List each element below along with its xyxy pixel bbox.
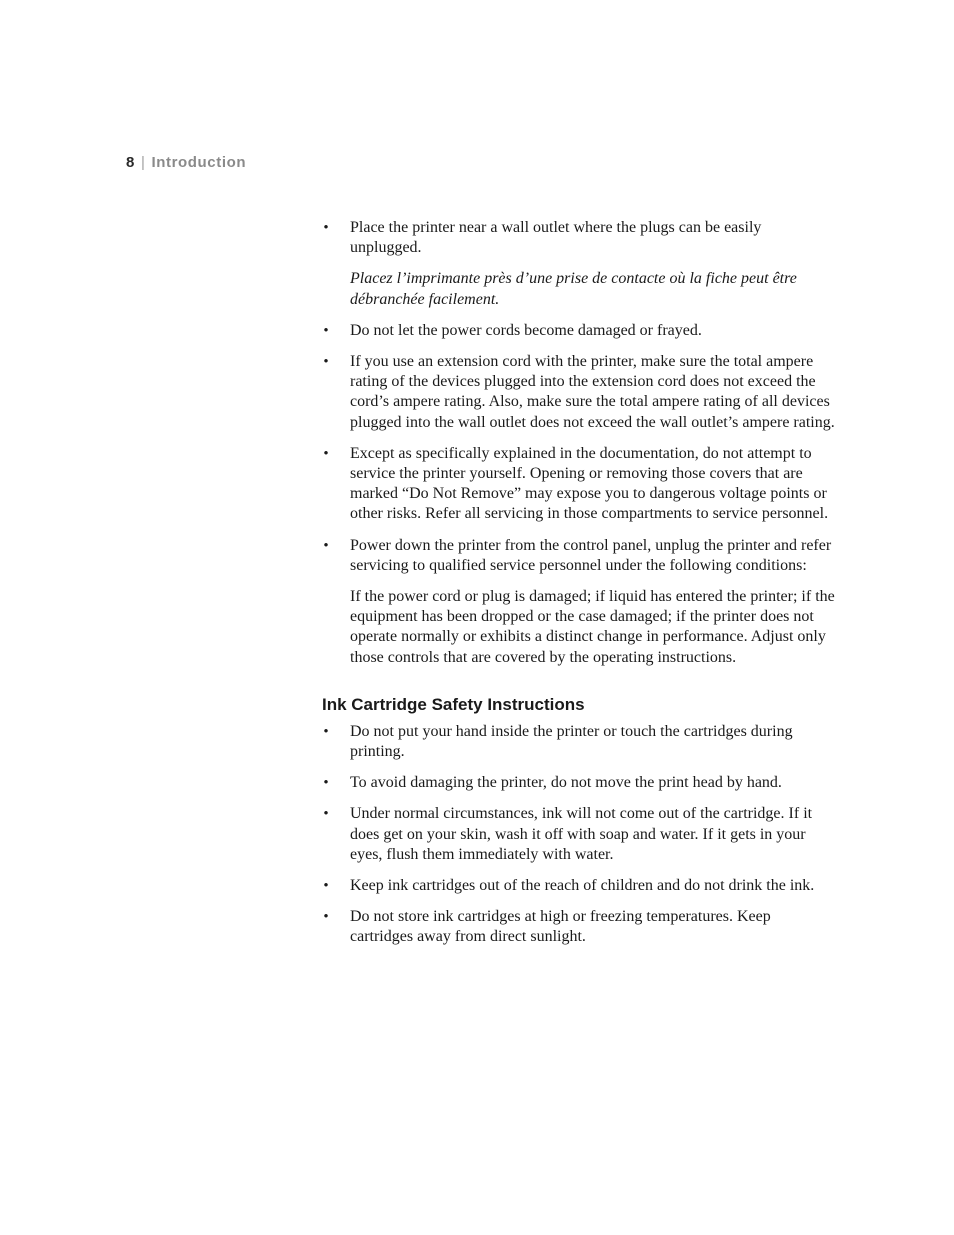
- bullet-icon: •: [323, 723, 329, 740]
- bullet-icon: •: [323, 878, 329, 895]
- running-head: [126, 154, 246, 171]
- list-item: [320, 722, 835, 762]
- list-item-text: Place the printer near a wall outlet where the plugs can be easily unplugged.: [350, 219, 762, 257]
- main-content: [320, 218, 835, 959]
- list-item-text: Do not let the power cords become damaged or frayed.: [350, 321, 702, 339]
- list-item-text: Under normal circumstances, ink will not come out of the cartridge. If it does get on your skin, wash it off with soap and water. If it gets in your eyes, flush them immediately with water.: [350, 805, 813, 863]
- safety-list: [320, 218, 835, 668]
- page-number: 8: [126, 154, 135, 171]
- bullet-icon: •: [323, 806, 329, 823]
- conditions-paragraph: If the power cord or plug is damaged; if liquid has entered the printer; if the equipment has been dropped or the case damaged; if the printer does not operate normally or exhibits a distinct change in performance. Adjust only those controls that are covered by the operating instructions.: [350, 588, 835, 666]
- bullet-icon: •: [323, 354, 329, 371]
- section-title: Introduction: [151, 154, 247, 171]
- list-item-text: Keep ink cartridges out of the reach of children and do not drink the ink.: [350, 877, 815, 895]
- french-translation: Placez l’imprimante près d’une prise de contacte où la fiche peut être débranchée facilement.: [350, 270, 797, 308]
- list-item-text: Do not store ink cartridges at high or freezing temperatures. Keep cartridges away from direct sunlight.: [350, 908, 771, 946]
- list-item: [320, 444, 835, 525]
- list-item-text: Except as specifically explained in the documentation, do not attempt to service the printer yourself. Opening or removing those covers that are marked “Do Not Remove” may expose you to dangerous voltage points or other risks. Refer all servicing in those compartments to service personnel.: [350, 444, 829, 523]
- list-item: [320, 907, 835, 947]
- list-item-text: To avoid damaging the printer, do not move the print head by hand.: [350, 774, 782, 792]
- list-item: [320, 352, 835, 433]
- list-item-text: If you use an extension cord with the printer, make sure the total ampere rating of the devices plugged into the extension cord does not exceed the cord’s ampere rating. Also, make sure the total ampere rating of all devices plugged into the wall outlet does not exceed the wall outlet’s ampere rating.: [350, 353, 835, 431]
- bullet-icon: •: [323, 220, 329, 236]
- section-heading: Ink Cartridge Safety Instructions: [322, 694, 585, 714]
- list-item-text: Do not put your hand inside the printer or touch the cartridges during printing.: [350, 722, 793, 761]
- list-item: [320, 321, 835, 341]
- bullet-icon: •: [323, 537, 329, 554]
- ink-safety-list: [320, 722, 835, 948]
- list-item-text: Power down the printer from the control panel, unplug the printer and refer servicing to qualified service personnel under the following conditions:: [350, 536, 832, 574]
- list-item: [320, 876, 835, 896]
- list-item: [320, 536, 835, 668]
- header-separator: |: [140, 154, 146, 171]
- bullet-icon: •: [323, 445, 329, 462]
- list-item: [320, 218, 835, 310]
- bullet-icon: •: [323, 322, 329, 339]
- list-item: [320, 804, 835, 865]
- list-item: [320, 773, 835, 793]
- bullet-icon: •: [323, 775, 329, 792]
- bullet-icon: •: [323, 909, 329, 926]
